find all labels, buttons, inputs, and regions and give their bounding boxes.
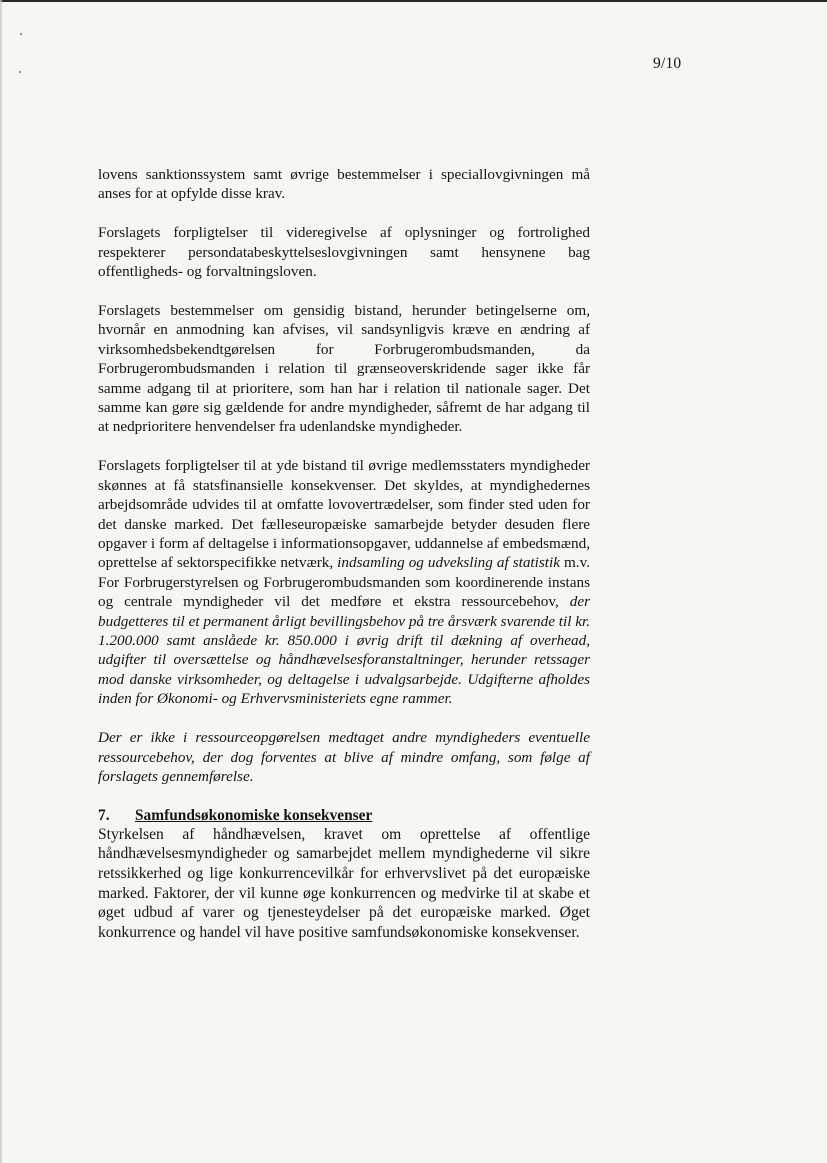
paragraph-4-text-b: m.v. For Forbrugerstyrelsen og Forbrugerombudsmanden som koordinerende instans og centrale myndigheder vil det medføre et ekstra ressourcebehov,: [98, 554, 591, 611]
paragraph-4-italic-a: indsamling og udveksling af statistik: [337, 554, 560, 572]
paragraph-3: Forslagets bestemmelser om gensidig bistand, herunder betingelserne om, hvornår en anmodning kan afvises, vil sandsynligvis kræve en ændring af virksomhedsbekendtgørelsen for Forbrugerombudsmanden, da Forbrugerombudsmanden i relation til grænseoverskridende sager ikke får samme adgang til at prioritere, som han har i relation til nationale sager. Det samme kan gøre sig gældende for andre myndigheder, såfremt de har adgang til at nedprioritere henvendelser fra udenlandske myndigheder.: [98, 302, 590, 436]
scan-left-edge: [0, 0, 3, 1163]
section-7-number: 7.: [98, 806, 110, 824]
paragraph-5: Der er ikke i ressourceopgørelsen medtaget andre myndigheders eventuelle ressourcebehov, der dog forventes at blive af mindre omfang, som følge af forslagets gennemførelse.: [98, 729, 590, 785]
section-7-title: Samfundsøkonomiske konsekvenser: [135, 806, 373, 824]
document-body: [98, 165, 590, 962]
scan-speck: [19, 71, 21, 73]
paragraph-2: Forslagets forpligtelser til videregivelse af oplysninger og fortrolighed respekterer persondatabeskyttelseslovgivningen samt hensynene bag offentligheds- og forvaltningsloven.: [98, 224, 590, 281]
page-number: 9/10: [653, 55, 682, 72]
paragraph-4-italic-b: der budgetteres til et permanent årligt bevillingsbehov på tre årsværk svarende til kr. 1.200.000 samt anslåede kr. 850.000 i øvrig drift til dækning af overhead, udgifter til oversættelse og håndhævelsesforanstaltninger, herunder retssager mod danske virksomheder, og deltagelse i udvalgsarbejde. Udgifterne afholdes inden for Økonomi- og Erhvervsministeriets egne rammer.: [98, 593, 590, 708]
top-edge-rule: [0, 0, 827, 2]
paragraph-1: lovens sanktionssystem samt øvrige bestemmelser i speciallovgivningen må anses for at opfylde disse krav.: [98, 166, 590, 203]
section-7-heading: [98, 806, 590, 825]
section-7-body: Styrkelsen af håndhævelsen, kravet om oprettelse af offentlige håndhævelsesmyndigheder og samarbejdet mellem myndighederne vil sikre retssikkerhed og lige konkurrencevilkår for erhvervslivet på det europæiske marked. Faktorer, der vil kunne øge konkurrencen og medvirke til at skabe et øget udbud af varer og tjenesteydelser på det europæiske marked. Øget konkurrence og handel vil have positive samfundsøkonomiske konsekvenser.: [98, 825, 590, 941]
paragraph-4: [98, 456, 590, 708]
paragraph-4-text-a: Forslagets forpligtelser til at yde bistand til øvrige medlemsstaters myndigheder skønnes at få statsfinansielle konsekvenser. Det skyldes, at myndighedernes arbejdsområde udvides til at omfatte lovovertrædelser, som finder sted uden for det danske marked. Det fælleseuropæiske samarbejde betyder desuden flere opgaver i form af deltagelse i informationsopgaver, uddannelse af embedsmænd, oprettelse af sektorspecifikke netværk,: [98, 457, 590, 572]
scan-speck: [20, 33, 22, 35]
